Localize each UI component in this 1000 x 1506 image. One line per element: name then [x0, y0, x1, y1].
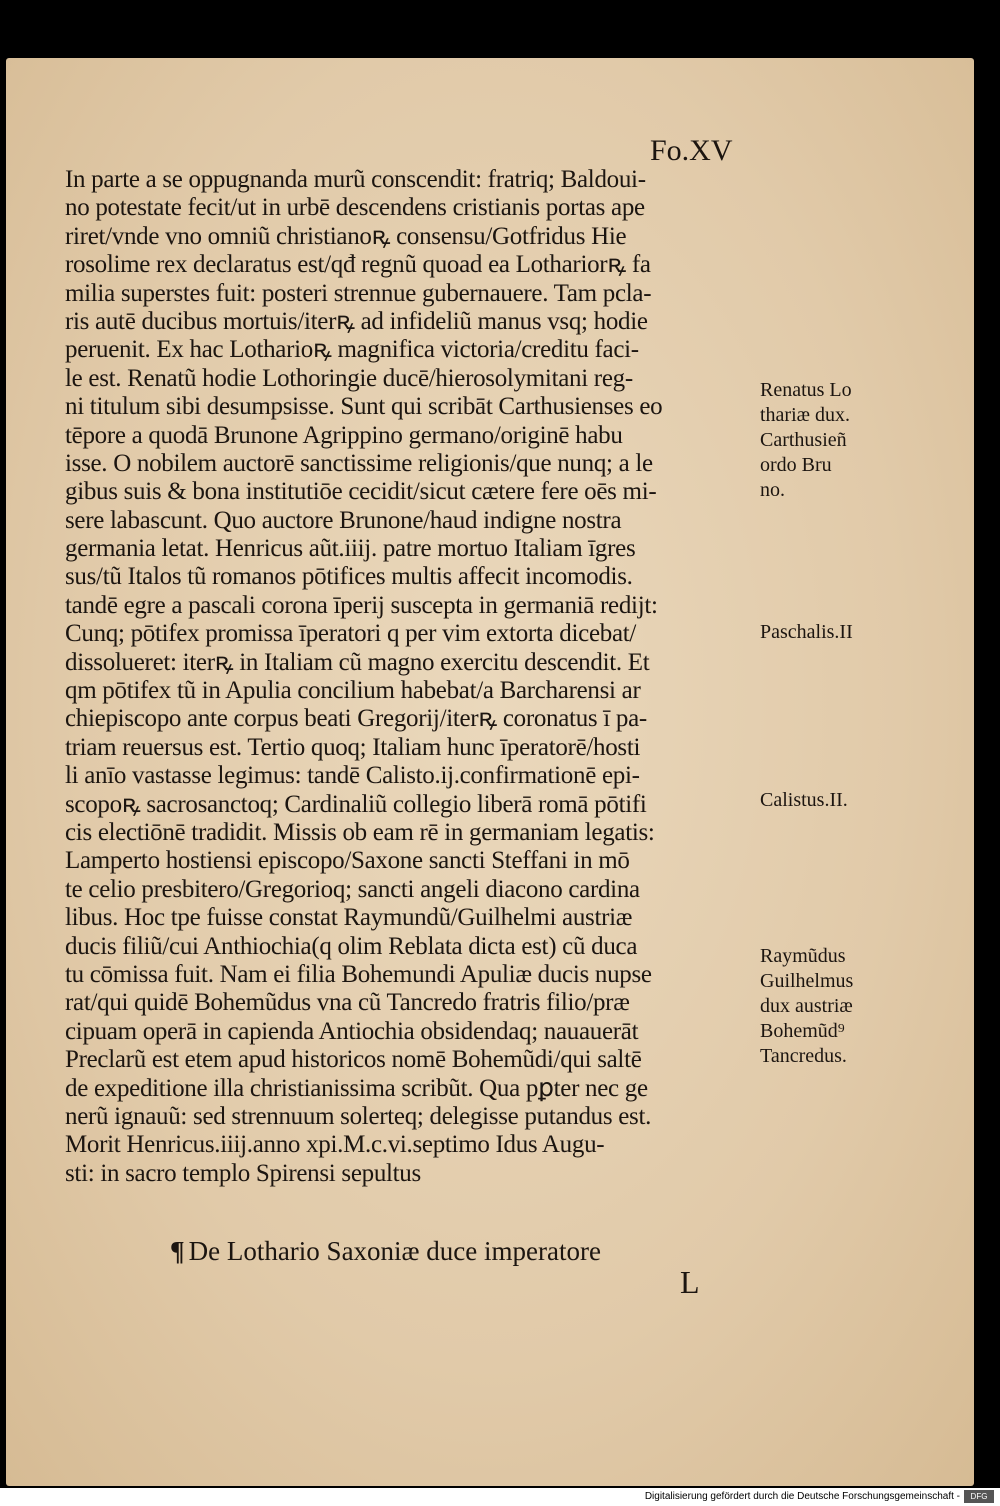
margin-note-line: Bohemũd⁹	[760, 1020, 845, 1042]
margin-note-line: Carthusieñ	[760, 429, 847, 451]
section-heading-text: De Lothario Saxoniæ duce imperatore	[188, 1236, 601, 1266]
text-line: libus. Hoc tpe fuisse constat Raymundũ/Guilhelmi austriæ	[65, 904, 633, 932]
text-line: ris autē ducibus mortuis/iterꝶ ad infideliũ manus vsq; hodie	[65, 307, 648, 335]
text-line: scopoꝶ sacrosanctoq; Cardinaliũ collegio liberā romā pōtifi	[65, 790, 647, 818]
text-line: de expeditione illa christianissima scribũt. Qua pꝑter nec ge	[65, 1074, 648, 1102]
margin-note-line: dux austriæ	[760, 995, 853, 1017]
text-line: triam reuersus est. Tertio quoq; Italiam hunc īperatorē/hosti	[65, 733, 641, 761]
margin-note-line: Raymũdus	[760, 945, 846, 967]
text-line: sere labascunt. Quo auctore Brunone/haud indigne nostra	[65, 506, 622, 534]
text-line: li anīo vastasse legimus: tandē Calisto.ij.confirmationē epi-	[65, 762, 640, 790]
text-line: te celio presbitero/Gregorioq; sancti angeli diacono cardina	[65, 875, 640, 903]
footer-bar	[0, 1488, 1000, 1506]
text-line: cis electiōnē tradidit. Missis ob eam rē in germaniam legatis:	[65, 818, 655, 846]
text-line: qm pōtifex tũ in Apulia concilium habebat/a Barcharensi ar	[65, 677, 641, 705]
text-line: rosolime rex declaratus est/qđ regnũ quoad ea Lothariorꝶ fa	[65, 251, 651, 279]
signature-mark: L	[680, 1264, 700, 1300]
margin-note-line: Renatus Lo	[760, 379, 852, 401]
text-line: no potestate fecit/ut in urbē descendens cristianis portas ape	[65, 194, 645, 222]
text-line: Cunq; pōtifex promissa īperatori q per vim extorta dicebat/	[65, 620, 637, 648]
text-line: isse. O nobilem auctorē sanctissime religionis/que nunq; a le	[65, 449, 653, 477]
text-line: sus/tũ Italos tũ romanos pōtifices multis affecit incomodis.	[65, 563, 633, 591]
section-heading	[170, 1236, 601, 1267]
text-line: tu cōmissa fuit. Nam ei filia Bohemundi Apuliæ ducis nupse	[65, 960, 652, 988]
text-line: cipuam operā in capienda Antiochia obsidendaq; nauauerāt	[65, 1017, 639, 1045]
margin-note-calistus	[760, 788, 920, 813]
margin-note-line: ordo Bru	[760, 454, 832, 476]
paragraph-mark-icon: ¶	[170, 1236, 185, 1266]
text-line: le est. Renatũ hodie Lothoringie ducē/hierosolymitani reg-	[65, 364, 633, 392]
text-line: germania letat. Henricus aũt.iiij. patre mortuo Italiam īgres	[65, 535, 636, 563]
margin-note-line: Calistus.II.	[760, 789, 848, 811]
margin-note-renatus	[760, 378, 920, 503]
dfg-logo: DFG	[964, 1490, 994, 1503]
text-line: peruenit. Ex hac Lotharioꝶ magnifica victoria/creditu faci-	[65, 336, 639, 364]
text-line: Preclarũ est etem apud historicos nomē Bohemũdi/qui saltē	[65, 1046, 642, 1074]
text-line: tēpore a quodā Brunone Agrippino germano/originē habu	[65, 421, 623, 449]
body-text	[65, 166, 755, 1188]
text-line: milia superstes fuit: posteri strennue gubernauere. Tam pcla-	[65, 279, 652, 307]
margin-note-paschalis	[760, 620, 920, 645]
text-line: gibus suis & bona institutiōe cecidit/sicut cætere fere oēs mi-	[65, 478, 657, 506]
text-line: Morit Henricus.iiij.anno xpi.M.c.vi.septimo Idus Augu-	[65, 1131, 605, 1159]
text-line: sti: in sacro templo Spirensi sepultus	[65, 1159, 421, 1187]
text-line: tandē egre a pascali corona īperij suscepta in germaniā redijt:	[65, 591, 658, 619]
margin-note-line: no.	[760, 479, 785, 501]
text-line: In parte a se oppugnanda murũ conscendit: fratriq; Baldoui-	[65, 166, 646, 193]
text-line: ducis filiũ/cui Anthiochia(q olim Reblata dicta est) cũ duca	[65, 932, 638, 960]
text-line: nerũ ignauũ: sed strennuum solerteq; delegisse putandus est.	[65, 1102, 652, 1130]
margin-note-line: Tancredus.	[760, 1045, 847, 1067]
margin-note-raymundus	[760, 944, 920, 1069]
margin-note-line: Paschalis.II	[760, 621, 853, 643]
text-line: dissolueret: iterꝶ in Italiam cũ magno exercitu descendit. Et	[65, 648, 650, 676]
text-line: riret/vnde vno omniũ christianoꝶ consensu/Gotfridus Hie	[65, 222, 627, 250]
footer-credit: Digitalisierung gefördert durch die Deutsche Forschungsgemeinschaft -	[644, 1491, 960, 1502]
margin-note-line: Guilhelmus	[760, 970, 854, 992]
margin-note-line: thariæ dux.	[760, 404, 850, 426]
text-line: Lamperto hostiensi episcopo/Saxone sancti Steffani in mō	[65, 847, 630, 875]
text-line: ni titulum sibi desumpsisse. Sunt qui scribāt Carthusienses eo	[65, 393, 663, 421]
folio-number: Fo.XV	[650, 134, 733, 167]
text-line: chiepiscopo ante corpus beati Gregorij/iterꝶ coronatus ī pa-	[65, 705, 647, 733]
text-line: rat/qui quidē Bohemũdus vna cũ Tancredo fratris filio/præ	[65, 989, 630, 1017]
